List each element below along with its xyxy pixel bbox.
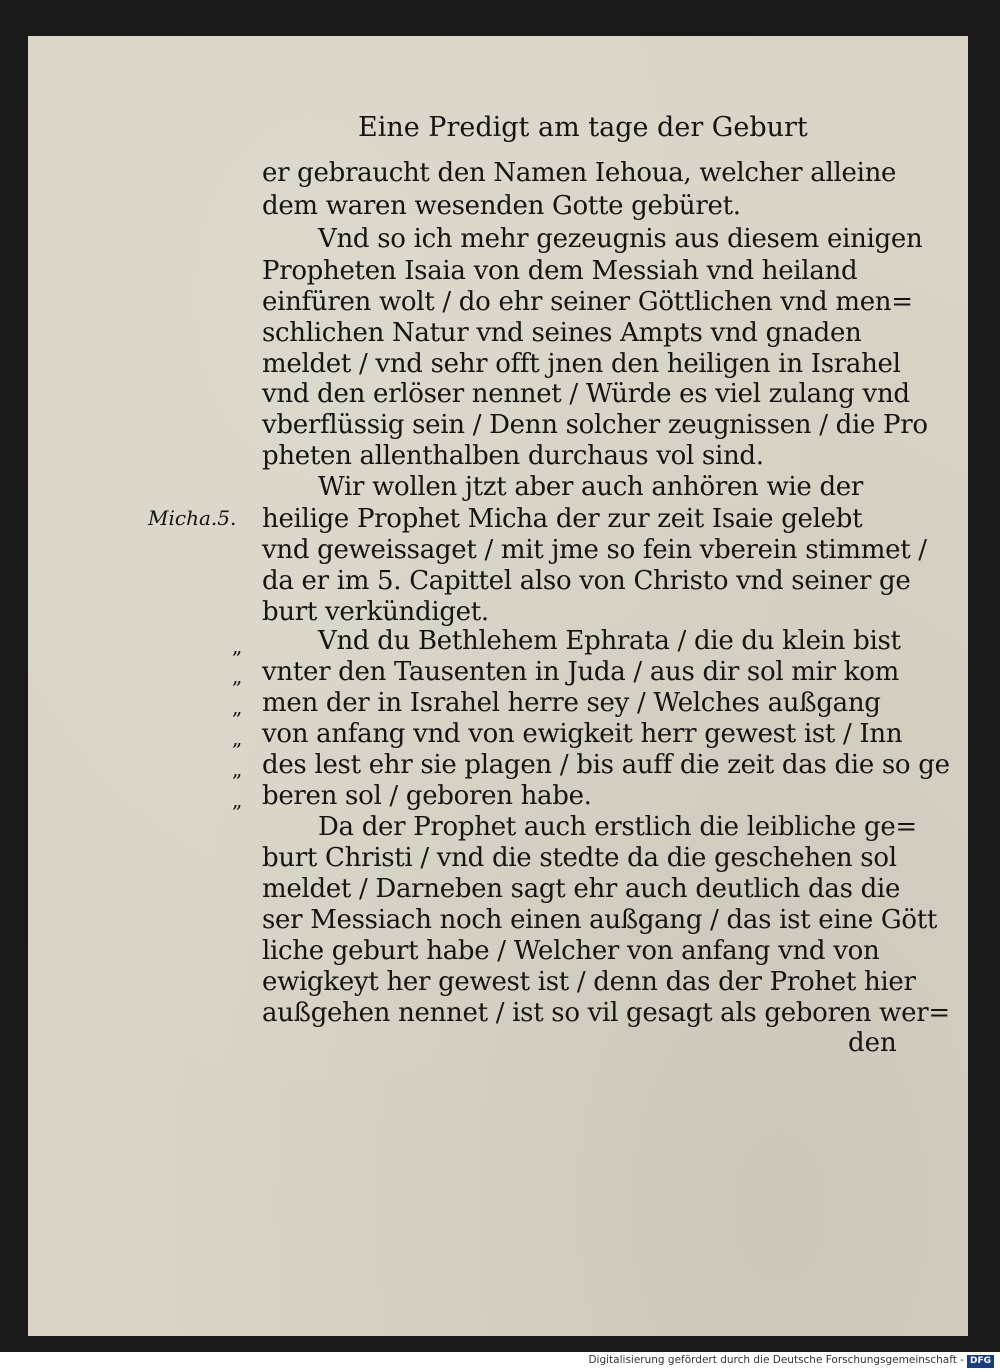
text-line: meldet / vnd sehr offt jnen den heiligen in Israhel	[262, 349, 901, 379]
text-line: liche geburt habe / Welcher von anfang vnd von	[262, 936, 880, 966]
quote-mark: „	[232, 788, 243, 812]
text-line: schlichen Natur vnd seines Ampts vnd gnaden	[262, 318, 862, 348]
marginal-reference: Micha.5.	[148, 506, 237, 530]
quote-mark: „	[232, 664, 243, 688]
text-line: burt verkündiget.	[262, 597, 489, 627]
text-line: men der in Israhel herre sey / Welches außgang	[262, 688, 881, 718]
footer-credit	[588, 1352, 994, 1369]
text-line: vnter den Tausenten in Juda / aus dir sol mir kom	[262, 657, 899, 687]
text-line: außgehen nennet / ist so vil gesagt als geboren wer=	[262, 998, 950, 1028]
text-line: Da der Prophet auch erstlich die leibliche ge=	[318, 812, 917, 842]
text-line: Vnd du Bethlehem Ephrata / die du klein bist	[318, 626, 901, 656]
text-line: einfüren wolt / do ehr seiner Göttlichen vnd men=	[262, 287, 913, 317]
catchword: den	[848, 1028, 897, 1058]
text-line: pheten allenthalben durchaus vol sind.	[262, 441, 764, 471]
text-line: Propheten Isaia von dem Messiah vnd heiland	[262, 256, 858, 286]
text-line: Vnd so ich mehr gezeugnis aus diesem einigen	[318, 224, 923, 254]
text-line: vnd geweissaget / mit jme so fein vberein stimmet /	[262, 535, 927, 565]
quote-mark: „	[232, 757, 243, 781]
text-line: des lest ehr sie plagen / bis auff die zeit das die so ge	[262, 750, 950, 780]
text-line: da er im 5. Capittel also von Christo vnd seiner ge	[262, 566, 911, 596]
text-line: vnd den erlöser nennet / Würde es viel zulang vnd	[262, 379, 910, 409]
text-line: beren sol / geboren habe.	[262, 781, 592, 811]
quote-mark: „	[232, 634, 243, 658]
text-line: burt Christi / vnd die stedte da die geschehen sol	[262, 843, 897, 873]
text-line: ewigkeyt her gewest ist / denn das der Prohet hier	[262, 967, 916, 997]
text-line: er gebraucht den Namen Iehoua, welcher alleine	[262, 158, 897, 188]
dfg-logo-icon: DFG	[967, 1355, 994, 1368]
text-line: dem waren wesenden Gotte gebüret.	[262, 191, 741, 221]
running-head: Eine Predigt am tage der Geburt	[358, 112, 808, 143]
text-line: vberflüssig sein / Denn solcher zeugnissen / die Pro	[262, 410, 928, 440]
text-line: von anfang vnd von ewigkeit herr gewest ist / Inn	[262, 719, 903, 749]
text-line: Wir wollen jtzt aber auch anhören wie der	[318, 472, 864, 502]
text-line: heilige Prophet Micha der zur zeit Isaie gelebt	[262, 504, 863, 534]
quote-mark: „	[232, 726, 243, 750]
footer-text: Digitalisierung gefördert durch die Deutsche Forschungsgemeinschaft -	[588, 1354, 964, 1366]
quote-mark: „	[232, 695, 243, 719]
text-line: meldet / Darneben sagt ehr auch deutlich das die	[262, 874, 901, 904]
text-line: ser Messiach noch einen außgang / das ist eine Gött	[262, 905, 937, 935]
